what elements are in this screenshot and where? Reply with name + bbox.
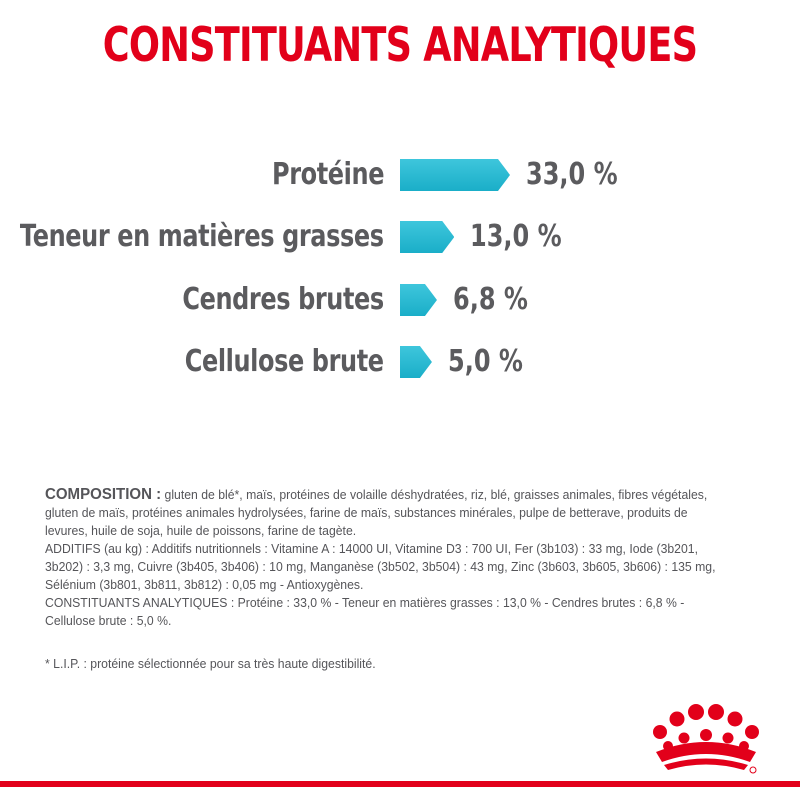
footer-red-line <box>0 781 800 787</box>
nutrient-row <box>0 280 800 320</box>
nutrient-row <box>0 342 800 382</box>
nutrient-value: 33,0 % <box>526 157 618 192</box>
nutrient-bar <box>400 284 437 316</box>
crown-icon <box>644 702 764 776</box>
nutrient-value: 13,0 % <box>470 219 562 254</box>
nutrient-label: Protéine <box>271 157 384 192</box>
nutrient-row <box>0 155 800 195</box>
composition-heading: COMPOSITION : <box>45 486 162 503</box>
composition-block <box>45 486 722 630</box>
nutrient-bar <box>400 221 454 253</box>
composition-text: gluten de blé*, maïs, protéines de volaille déshydratées, riz, blé, graisses animales, fibres végétales, gluten de maïs, protéines animales hydrolysées, farine de maïs, substances minérales, pulpe de betterave, produits de levures, huile de soja, huile de poissons, farine de tagète. <box>45 487 708 538</box>
nutrient-value: 5,0 % <box>447 344 523 379</box>
page-title: CONSTITUANTS ANALYTIQUES <box>102 18 698 73</box>
additifs-text: ADDITIFS (au kg) : Additifs nutritionnels : Vitamine A : 14000 UI, Vitamine D3 : 700 UI, Fer (3b103) : 33 mg, Iode (3b201, 3b202) : 3,3 mg, Cuivre (3b405, 3b406) : 10 mg, Manganèse (3b502, 3b504) : 43 mg, Zinc (3b603, 3b605, 3b606) : 135 mg, Sélénium (3b801, 3b811, 3b812) : 0,05 mg - Antioxygènes. <box>45 541 716 592</box>
nutrient-label: Cendres brutes <box>182 282 384 317</box>
nutrient-bar <box>400 346 432 378</box>
constituants-text: CONSTITUANTS ANALYTIQUES : Protéine : 33,0 % - Teneur en matières grasses : 13,0 % - Cendres brutes : 6,8 % - Cellulose brute : 5,0 %. <box>45 595 685 628</box>
nutrient-bar <box>400 159 510 191</box>
composition-paragraph <box>45 486 722 540</box>
footnote: * L.I.P. : protéine sélectionnée pour sa très haute digestibilité. <box>45 656 376 671</box>
nutrient-value: 6,8 % <box>452 282 528 317</box>
nutrient-row <box>0 217 800 257</box>
nutrient-label: Cellulose brute <box>185 344 384 379</box>
nutrient-label: Teneur en matières grasses <box>20 219 384 254</box>
